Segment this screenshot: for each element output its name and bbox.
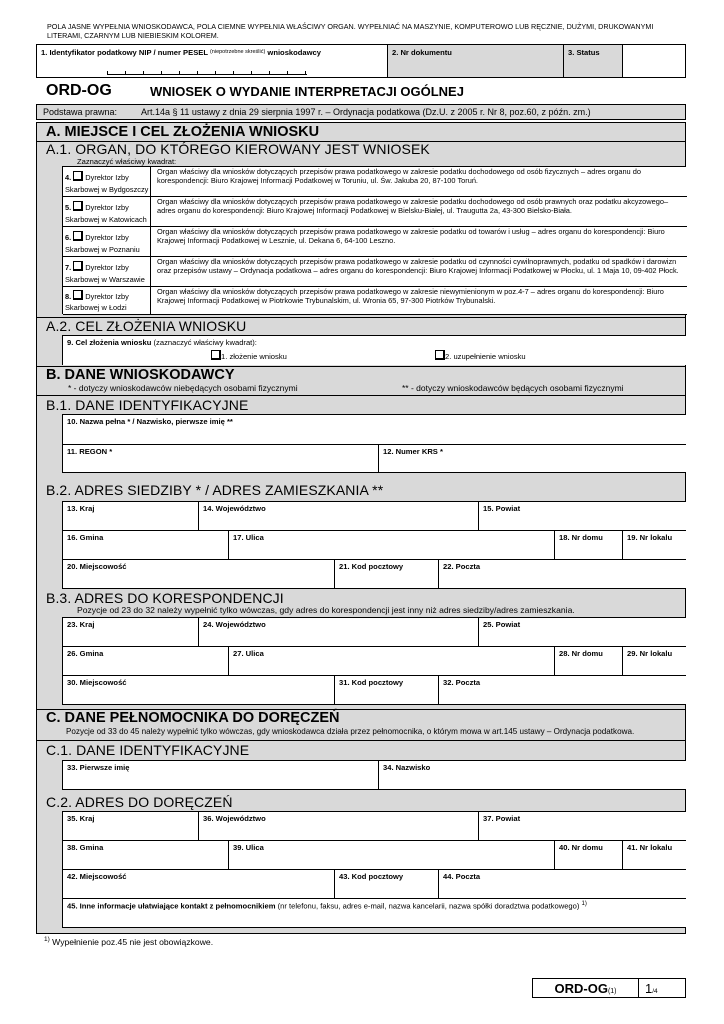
- b-house-field[interactable]: [554, 530, 622, 559]
- section-c1-title: C.1. DANE IDENTYFIKACYJNE: [46, 742, 250, 758]
- section-b-title: B. DANE WNIOSKODAWCY: [46, 367, 235, 383]
- organ-5-checkbox[interactable]: [73, 201, 83, 211]
- b-street-label: 17. Ulica: [233, 533, 264, 542]
- first-name-label: 33. Pierwsze imię: [67, 763, 130, 772]
- section-c-title: C. DANE PEŁNOMOCNIKA DO DORĘCZEŃ: [46, 710, 340, 726]
- doc-number-label: 2. Nr dokumentu: [392, 48, 452, 57]
- c-postcode-field[interactable]: [334, 675, 438, 705]
- contact-info-label: 45. Inne informacje ułatwiające kontakt z pełnomocnikiem: [67, 901, 276, 911]
- organ-6-checkbox[interactable]: [73, 231, 83, 241]
- organ-7-checkbox[interactable]: [73, 261, 83, 271]
- footer-version: (1): [607, 988, 617, 995]
- purpose-option-1-label: 1. złożenie wniosku: [221, 352, 287, 361]
- c-voivodeship-field[interactable]: [198, 617, 478, 646]
- organ-row-8: [63, 287, 687, 315]
- organ-4-num: 4.: [65, 173, 72, 182]
- organ-5-desc: Organ właściwy dla wniosków dotyczących przepisów prawa podatkowego w zakresie podatku dochodowego od osób prawnych oraz podatku akcyzowego– adres organu do korespondencji: Biuro Krajowej Informacji Podatkowej w Bielsku-Białej, ul. Traugutta 2a, 43-300 Bielsko-Biała.: [157, 197, 669, 215]
- footnote-marker: 1): [44, 936, 50, 943]
- d-postcode-label: 43. Kod pocztowy: [339, 872, 404, 881]
- section-b-note-2: ** - dotyczy wnioskodawców będących osobami fizycznymi: [402, 383, 624, 393]
- nip-digit-ticks: [107, 71, 307, 75]
- c-street-field[interactable]: [228, 646, 554, 675]
- status-label: 3. Status: [568, 48, 600, 57]
- b-city-label: 20. Miejscowość: [67, 562, 127, 571]
- d-commune-label: 38. Gmina: [67, 843, 104, 852]
- contact-info-footnote-ref: 1): [581, 901, 587, 907]
- nip-field[interactable]: [37, 45, 387, 77]
- organ-row-6: [63, 227, 687, 257]
- d-county-label: 37. Powiat: [483, 814, 521, 823]
- organ-8-checkbox[interactable]: [73, 290, 83, 300]
- organ-8-desc: Organ właściwy dla wniosków dotyczących przepisów prawa podatkowego w zakresie niewymienionym w poz.4-7 – adres organu do korespondencji: Biuro Krajowej Informacji Podatkowej w Piotrkowie Trybunalskim, ul. Wronia 65, 97-300 Piotrków Trybunalski.: [157, 287, 664, 305]
- organ-6-place: Skarbowej w Poznaniu: [65, 245, 140, 254]
- purpose-hint: (zaznaczyć właściwy kwadrat):: [153, 338, 257, 347]
- d-voivodeship-label: 36. Województwo: [203, 814, 266, 823]
- b-street-field[interactable]: [228, 530, 554, 559]
- organ-5-name: Dyrektor Izby: [85, 203, 129, 212]
- c-county-label: 25. Powiat: [483, 620, 521, 629]
- organ-7-num: 7.: [65, 263, 72, 272]
- organ-8-num: 8.: [65, 292, 72, 301]
- c-street-label: 27. Ulica: [233, 649, 264, 658]
- organ-row-5: [63, 197, 687, 227]
- legal-basis-label: Podstawa prawna:: [43, 107, 118, 117]
- purpose-field[interactable]: [62, 335, 686, 365]
- regon-label: 11. REGON *: [67, 447, 113, 456]
- d-city-label: 42. Miejscowość: [67, 872, 127, 881]
- name-field[interactable]: [62, 414, 686, 444]
- c-postcode-label: 31. Kod pocztowy: [339, 678, 404, 687]
- c-house-label: 28. Nr domu: [559, 649, 603, 658]
- d-post-label: 44. Poczta: [443, 872, 481, 881]
- b-commune-field[interactable]: [62, 530, 228, 559]
- b-country-field[interactable]: [62, 501, 198, 530]
- d-post-field[interactable]: [438, 869, 686, 898]
- c-country-label: 23. Kraj: [67, 620, 95, 629]
- d-city-field[interactable]: [62, 869, 334, 898]
- form-code: ORD-OG: [46, 82, 112, 99]
- b-postcode-label: 21. Kod pocztowy: [339, 562, 404, 571]
- d-postcode-field[interactable]: [334, 869, 438, 898]
- organ-row-7: [63, 257, 687, 287]
- c-post-label: 32. Poczta: [443, 678, 481, 687]
- contact-info-field[interactable]: [62, 898, 686, 928]
- b-post-label: 22. Poczta: [443, 562, 481, 571]
- organ-7-desc: Organ właściwy dla wniosków dotyczących przepisów prawa podatkowego w zakresie podatku od czynności cywilnoprawnych, podatku od spadków i darowizn oraz przepisów ustawy – Ordynacja podatkowa – adres organu do korespondencji: Biuro Krajowej Informacji Podatkowej w Płocku, ul. 1 Maja 10, 09-402 Płock.: [157, 257, 679, 275]
- krs-label: 12. Numer KRS *: [383, 447, 443, 456]
- section-b-note-1: * - dotyczy wnioskodawców niebędących osobami fizycznymi: [68, 383, 298, 393]
- c-post-field[interactable]: [438, 675, 686, 705]
- organ-6-name: Dyrektor Izby: [85, 233, 129, 242]
- section-c2-title: C.2. ADRES DO DORĘCZEŃ: [46, 794, 233, 810]
- c-flat-label: 29. Nr lokalu: [627, 649, 673, 658]
- b-voivodeship-field[interactable]: [198, 501, 478, 530]
- b-post-field[interactable]: [438, 559, 686, 589]
- section-c-note: Pozycje od 33 do 45 należy wypełnić tylko wówczas, gdy wnioskodawca działa przez pełnomocnika, o którym mowa w art.145 ustawy – Ordynacja podatkowa.: [66, 727, 635, 736]
- d-street-label: 39. Ulica: [233, 843, 264, 852]
- divider: [36, 395, 686, 396]
- c-commune-field[interactable]: [62, 646, 228, 675]
- header-instructions: POLA JASNE WYPEŁNIA WNIOSKODAWCA, POLA CIEMNE WYPEŁNIA WŁAŚCIWY ORGAN. WYPEŁNIAĆ NA MASZYNIE, KOMPUTEROWO LUB RĘCZNIE, DUŻYMI, DRUKOWANYMI LITERAMI, CZARNYM LUB NIEBIESKIM KOLOREM.: [47, 22, 654, 40]
- purpose-label: 9. Cel złożenia wniosku: [67, 338, 152, 347]
- c-commune-label: 26. Gmina: [67, 649, 104, 658]
- nip-suffix: wnioskodawcy: [267, 48, 322, 57]
- d-house-field[interactable]: [554, 840, 622, 869]
- c-flat-field[interactable]: [622, 646, 686, 675]
- section-b3-note: Pozycje od 23 do 32 należy wypełnić tylko wówczas, gdy adres do korespondencji jest inny niż adres siedziby/adres zamieszkania.: [77, 605, 575, 615]
- purpose-option-2-label: 2. uzupełnienie wniosku: [445, 352, 526, 361]
- b-county-label: 15. Powiat: [483, 504, 521, 513]
- c-country-field[interactable]: [62, 617, 198, 646]
- d-country-label: 35. Kraj: [67, 814, 95, 823]
- organ-4-name: Dyrektor Izby: [85, 173, 129, 182]
- status-field: [563, 45, 623, 77]
- d-flat-field[interactable]: [622, 840, 686, 869]
- organ-4-desc: Organ właściwy dla wniosków dotyczących przepisów prawa podatkowego w zakresie podatku dochodowego od osób fizycznych – adres organu do korespondencji: Biuro Krajowej Informacji Podatkowej w Toruniu, ul. Św. Jakuba 20, 87-100 Toruń.: [157, 167, 641, 185]
- b-house-label: 18. Nr domu: [559, 533, 603, 542]
- organ-8-name: Dyrektor Izby: [85, 292, 129, 301]
- c-voivodeship-label: 24. Województwo: [203, 620, 266, 629]
- footnote: [44, 936, 213, 947]
- purpose-option-1-checkbox[interactable]: [211, 350, 221, 360]
- organ-5-num: 5.: [65, 203, 72, 212]
- section-a2-title: A.2. CEL ZŁOŻENIA WNIOSKU: [46, 318, 247, 334]
- b-flat-field[interactable]: [622, 530, 686, 559]
- form-title: WNIOSEK O WYDANIE INTERPRETACJI OGÓLNEJ: [150, 84, 464, 99]
- purpose-option-2-checkbox[interactable]: [435, 350, 445, 360]
- contact-info-hint: (nr telefonu, faksu, adres e-mail, nazwa kancelarii, nazwa spółki doradztwa podatkowego): [277, 901, 580, 911]
- organ-8-place: Skarbowej w Łodzi: [65, 303, 127, 312]
- last-name-field[interactable]: [378, 760, 686, 790]
- b-country-label: 13. Kraj: [67, 504, 95, 513]
- d-street-field[interactable]: [228, 840, 554, 869]
- b-postcode-field[interactable]: [334, 559, 438, 589]
- organ-4-checkbox[interactable]: [73, 171, 83, 181]
- d-house-label: 40. Nr domu: [559, 843, 603, 852]
- c-county-field[interactable]: [478, 617, 686, 646]
- c-house-field[interactable]: [554, 646, 622, 675]
- section-a-title: A. MIEJSCE I CEL ZŁOŻENIA WNIOSKU: [46, 124, 320, 140]
- organ-6-desc: Organ właściwy dla wniosków dotyczących przepisów prawa podatkowego w zakresie podatku od towarów i usług – adres organu do korespondencji: Biuro Krajowej Informacji Podatkowej w Lesznie, ul. Dekana 6, 64-100 Leszno.: [157, 227, 665, 245]
- d-country-field[interactable]: [62, 811, 198, 840]
- organ-5-place: Skarbowej w Katowicach: [65, 215, 147, 224]
- b-commune-label: 16. Gmina: [67, 533, 104, 542]
- footer-form-code: ORD-OG: [554, 981, 608, 996]
- organ-4-place: Skarbowej w Bydgoszczy: [65, 185, 149, 194]
- name-label: 10. Nazwa pełna * / Nazwisko, pierwsze imię **: [67, 417, 233, 426]
- nip-label: 1. Identyfikator podatkowy NIP / numer PESEL: [41, 48, 208, 57]
- organ-6-num: 6.: [65, 233, 72, 242]
- section-a1-hint: Zaznaczyć właściwy kwadrat:: [77, 157, 177, 166]
- divider: [36, 740, 686, 741]
- c-city-label: 30. Miejscowość: [67, 678, 127, 687]
- b-county-field[interactable]: [478, 501, 686, 530]
- section-b3-title: B.3. ADRES DO KORESPONDENCJI: [46, 590, 284, 606]
- top-id-row: [36, 44, 686, 78]
- regon-field[interactable]: [62, 444, 378, 473]
- footer-page-number: 1: [645, 981, 653, 996]
- section-b2-title: B.2. ADRES SIEDZIBY * / ADRES ZAMIESZKANIA **: [46, 482, 384, 498]
- footer-box: [532, 978, 686, 998]
- organ-row-4: [63, 167, 687, 197]
- section-a1-title: A.1. ORGAN, DO KTÓREGO KIEROWANY JEST WNIOSEK: [46, 141, 430, 157]
- organ-7-name: Dyrektor Izby: [85, 263, 129, 272]
- footer-page-total: /4: [652, 988, 658, 995]
- b-voivodeship-label: 14. Województwo: [203, 504, 266, 513]
- d-county-field[interactable]: [478, 811, 686, 840]
- b-flat-label: 19. Nr lokalu: [627, 533, 673, 542]
- d-commune-field[interactable]: [62, 840, 228, 869]
- organs-table: [62, 166, 686, 314]
- d-flat-label: 41. Nr lokalu: [627, 843, 673, 852]
- d-voivodeship-field[interactable]: [198, 811, 478, 840]
- doc-number-field: [387, 45, 563, 77]
- c-city-field[interactable]: [62, 675, 334, 705]
- legal-basis-row: [36, 104, 686, 120]
- krs-field[interactable]: [378, 444, 686, 473]
- organ-7-place: Skarbowej w Warszawie: [65, 275, 145, 284]
- nip-note: (niepotrzebne skreślić): [209, 49, 266, 55]
- footnote-text: Wypełnienie poz.45 nie jest obowiązkowe.: [52, 936, 214, 947]
- first-name-field[interactable]: [62, 760, 378, 790]
- b-city-field[interactable]: [62, 559, 334, 589]
- last-name-label: 34. Nazwisko: [383, 763, 431, 772]
- legal-basis-text: Art.14a § 11 ustawy z dnia 29 sierpnia 1997 r. – Ordynacja podatkowa (Dz.U. z 2005 r. Nr 8, poz.60, z późn. zm.): [141, 107, 591, 117]
- section-b1-title: B.1. DANE IDENTYFIKACYJNE: [46, 397, 249, 413]
